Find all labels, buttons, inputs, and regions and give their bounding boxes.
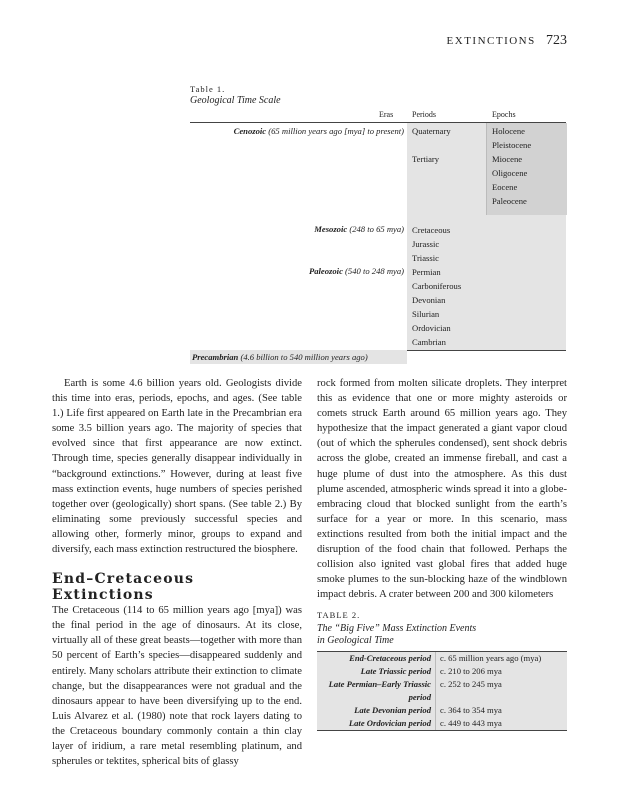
table2-title: The “Big Five” Mass Extinction Events in Geological Time bbox=[317, 623, 477, 646]
header-periods: Periods bbox=[412, 110, 436, 119]
period-item bbox=[412, 194, 461, 208]
period-item bbox=[412, 166, 461, 180]
period-item: Tertiary bbox=[412, 154, 440, 165]
table-row bbox=[317, 665, 567, 678]
periods-list bbox=[412, 124, 461, 350]
table2-body bbox=[317, 651, 567, 731]
table2-label: TABLE 2. bbox=[317, 610, 361, 620]
body-paragraph: Earth is some 4.6 billion years old. Geologists divide this time into eras, periods, epochs, and ages. (See table 1.) Life first appeared on Earth late in the Precambrian era some 3.5 billion years ago. The majority of species that evolved since that first appearance are now extinct. Through time, species generally disappear individually in “background extinctions.” However, during at least five mass extinction events, huge numbers of species perished together over (geologically) short spans. (See table 2.) By eliminating some previously successful species and allowing other, formerly minor, groups to expand and diversify, each mass extinction restructured the biosphere. bbox=[52, 378, 302, 556]
epoch-item: Oligocene bbox=[492, 168, 528, 179]
event-date: c. 210 to 206 mya bbox=[435, 665, 567, 678]
period-item: Cambrian bbox=[412, 337, 446, 348]
era-cenozoic: Cenozoic (65 million years ago [mya] to present) bbox=[233, 126, 404, 136]
period-item: Jurassic bbox=[412, 238, 440, 249]
table-row bbox=[317, 704, 567, 717]
period-item: Carboniferous bbox=[412, 281, 462, 292]
epoch-item: Pleistocene bbox=[492, 140, 532, 151]
event-name: Late Ordovician period bbox=[317, 717, 435, 730]
epoch-item: Holocene bbox=[492, 126, 525, 136]
event-name: Late Triassic period bbox=[317, 665, 435, 678]
period-item bbox=[412, 180, 461, 194]
body-paragraph: rock formed from molten silicate droplets. They interpret this as evidence that one or more mighty asteroids or comets struck Earth around 65 million years ago. They hypothesize that the impact generated a giant vapor cloud (out of which the spherules condensed), sent shock debris across the globe, created an immense fireball, and cast a huge plume of dust into the atmosphere. As this dust plume ascended, atmospheric winds spread it into a globe-embracing cloud that blocked sunlight from the earth’s surface for a year or more. In this scenario, mass extinctions resulted from both the initial impact and the disruption of the food chain that followed. Perhaps the collision also ignited vast global fires that added huge smoke plumes to the sun-blocking haze of the windblown impact debris. A crater between 200 and 300 kilometers bbox=[317, 378, 567, 601]
table-row bbox=[317, 652, 567, 665]
period-item: Triassic bbox=[412, 252, 439, 263]
running-head-section: EXTINCTIONS bbox=[446, 35, 536, 47]
period-item: Devonian bbox=[412, 295, 446, 306]
event-date: c. 65 million years ago (mya) bbox=[435, 652, 567, 665]
table2 bbox=[317, 610, 567, 731]
table-row bbox=[317, 717, 567, 730]
era-paleozoic: Paleozoic (540 to 248 mya) bbox=[309, 266, 404, 276]
period-item: Cretaceous bbox=[412, 224, 451, 235]
epochs-list bbox=[492, 124, 531, 209]
header-eras: Eras bbox=[379, 110, 394, 119]
table1-header bbox=[190, 108, 566, 122]
page-number: 723 bbox=[546, 33, 567, 48]
event-date: c. 252 to 245 mya bbox=[435, 678, 567, 704]
event-name: End-Cretaceous period bbox=[317, 652, 435, 665]
epoch-item: Paleocene bbox=[492, 196, 527, 207]
period-item: Ordovician bbox=[412, 323, 451, 334]
period-item: Quaternary bbox=[412, 126, 451, 136]
period-item: Silurian bbox=[412, 309, 440, 320]
event-date: c. 449 to 443 mya bbox=[435, 717, 567, 730]
table-row bbox=[317, 678, 567, 704]
right-column bbox=[317, 376, 567, 602]
period-item: Permian bbox=[412, 266, 441, 277]
table1 bbox=[190, 108, 566, 362]
running-head bbox=[447, 33, 567, 49]
table1-title: Geological Time Scale bbox=[190, 95, 281, 106]
event-date: c. 364 to 354 mya bbox=[435, 704, 567, 717]
left-column bbox=[52, 376, 302, 769]
body-paragraph: The Cretaceous (114 to 65 million years ago [mya]) was the final period in the age of dinosaurs. At its close, virtually all of these great beasts—together with more than 50 percent of Earth’s species—disappeared suddenly and entirely. Many scholars attribute their extinction to climate change, but the disappearances were not gradual and the dinosaurs appear to have been diversifying up to the end. Luis Alvarez et al. (1980) note that rock layers dating to the Cretaceous boundary commonly contain a thin clay layer of iridium, a rare metal resembling platinum, and spherules or tektites, spherical bits of glassy bbox=[52, 605, 302, 768]
era-precambrian: Precambrian (4.6 billion to 540 million years ago) bbox=[190, 350, 407, 364]
period-item bbox=[412, 209, 461, 223]
epoch-item: Eocene bbox=[492, 182, 518, 193]
event-name: Late Devonian period bbox=[317, 704, 435, 717]
event-name: Late Permian–Early Triassic period bbox=[317, 678, 435, 704]
section-heading: End–Cretaceous Extinctions bbox=[52, 571, 195, 604]
header-epochs: Epochs bbox=[492, 110, 516, 119]
epoch-item: Miocene bbox=[492, 154, 523, 165]
table1-label: Table 1. bbox=[190, 84, 226, 94]
period-item bbox=[412, 138, 461, 152]
era-mesozoic: Mesozoic (248 to 65 mya) bbox=[314, 224, 404, 234]
table1-body bbox=[190, 122, 566, 362]
